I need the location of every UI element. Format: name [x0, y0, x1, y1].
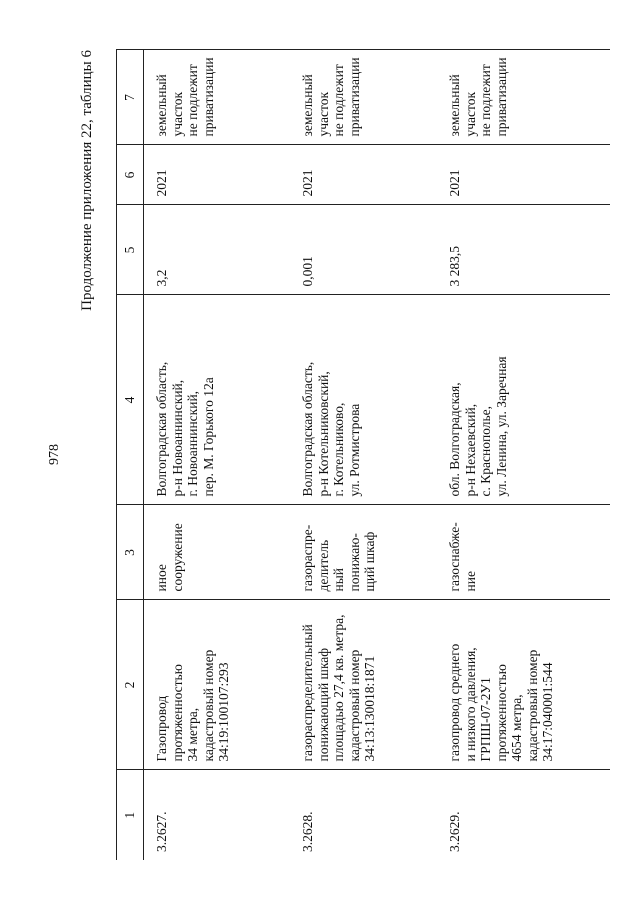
- header-col-2: 2: [117, 600, 144, 770]
- table-row: [290, 50, 437, 860]
- table-caption: Продолжение приложения 22, таблицы 6: [79, 50, 95, 311]
- cell-note: земельный участок не подлежит приватизации: [437, 50, 610, 145]
- table-row: [437, 50, 610, 860]
- cell-number: 3.2629.: [437, 770, 610, 860]
- cell-name: газопровод среднего и низкого давления, ГРПШ-07-2У1 протяженностью 4654 метра, кадастровый номер 34:17:040001:544: [437, 600, 610, 770]
- cell-address: Волгоградская область, р-н Котельниковский, г. Котельниково, ул. Ротмистрова: [290, 295, 437, 505]
- cell-address: обл. Волгоградская, р-н Нехаевский, с. Краснополье, ул. Ленина, ул. Заречная: [437, 295, 610, 505]
- property-table: [116, 50, 610, 861]
- header-col-5: 5: [117, 205, 144, 295]
- cell-address: Волгоградская область, р-н Новоаннинский, г. Новоаннинский, пер. М. Горького 12а: [144, 295, 291, 505]
- table-header-row: [117, 50, 144, 860]
- cell-note: земельный участок не подлежит приватизации: [144, 50, 291, 145]
- header-col-1: 1: [117, 770, 144, 860]
- cell-note: земельный участок не подлежит приватизации: [290, 50, 437, 145]
- header-col-4: 4: [117, 295, 144, 505]
- cell-value: 3,2: [144, 205, 291, 295]
- cell-number: 3.2628.: [290, 770, 437, 860]
- header-col-7: 7: [117, 50, 144, 145]
- cell-year: 2021: [290, 145, 437, 205]
- cell-name: газораспределительный понижающий шкаф площадью 27,4 кв. метра, кадастровый номер 34:13:130018:1871: [290, 600, 437, 770]
- cell-name: Газопровод протяженностью 34 метра, кадастровый номер 34:19:100107:293: [144, 600, 291, 770]
- cell-number: 3.2627.: [144, 770, 291, 860]
- page-number: 978: [47, 444, 62, 465]
- cell-type: газоснабже- ние: [437, 505, 610, 600]
- table-row: [144, 50, 291, 860]
- cell-type: газораспре- делитель ный понижаю- щий шкаф: [290, 505, 437, 600]
- cell-type: иное сооружение: [144, 505, 291, 600]
- cell-year: 2021: [437, 145, 610, 205]
- cell-value: 3 283,5: [437, 205, 610, 295]
- header-col-6: 6: [117, 145, 144, 205]
- header-col-3: 3: [117, 505, 144, 600]
- cell-year: 2021: [144, 145, 291, 205]
- cell-value: 0,001: [290, 205, 437, 295]
